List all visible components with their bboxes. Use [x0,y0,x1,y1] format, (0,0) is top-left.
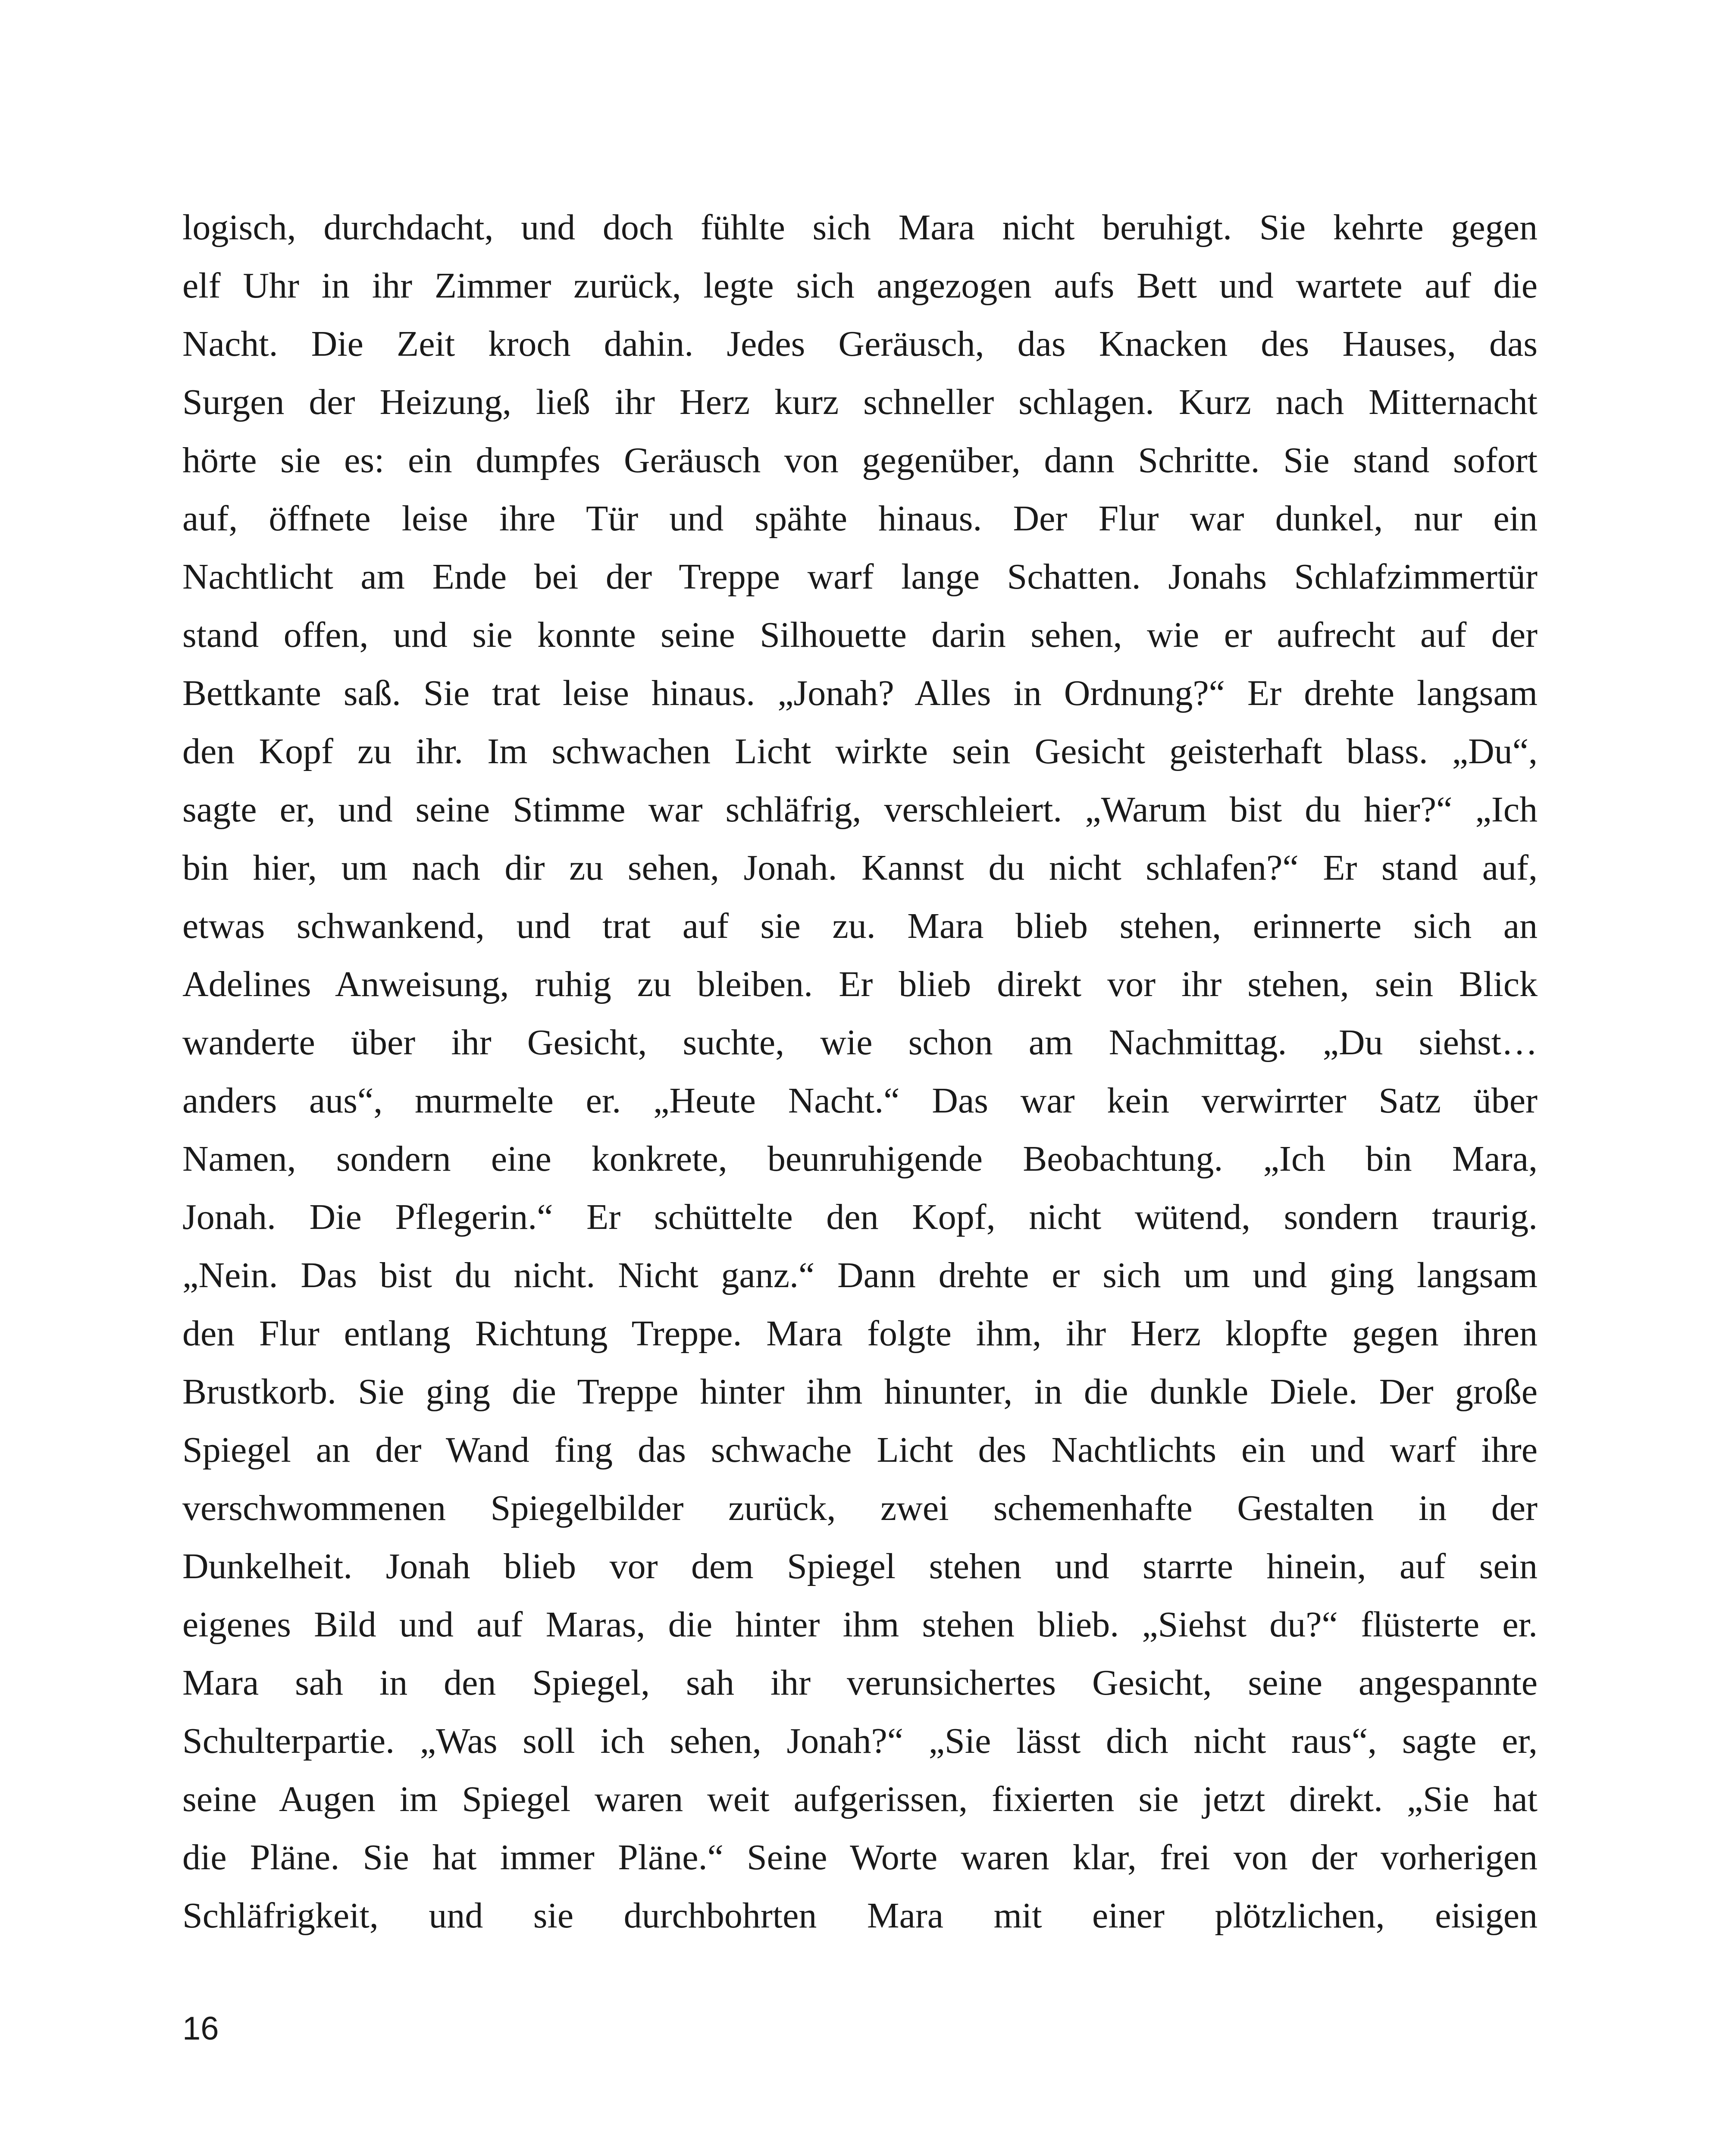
text-line: etwas schwankend, und trat auf sie zu. Mara blieb stehen, erinnerte sich an [182,906,1538,946]
text-line: wanderte über ihr Gesicht, suchte, wie schon am Nachmittag. „Du siehst… [182,1022,1538,1062]
text-line: sagte er, und seine Stimme war schläfrig, verschleiert. „Warum bist du hier?“ „Ich [182,790,1538,830]
text-line: Mara sah in den Spiegel, sah ihr verunsichertes Gesicht, seine angespannte [182,1663,1538,1703]
text-line: elf Uhr in ihr Zimmer zurück, legte sich angezogen aufs Bett und wartete auf die [182,266,1538,306]
text-line: hörte sie es: ein dumpfes Geräusch von gegenüber, dann Schritte. Sie stand sofort [182,440,1538,480]
text-line: Bettkante saß. Sie trat leise hinaus. „Jonah? Alles in Ordnung?“ Er drehte langsam [182,673,1538,713]
text-line: Jonah. Die Pflegerin.“ Er schüttelte den Kopf, nicht wütend, sondern traurig. [182,1197,1538,1237]
text-line: stand offen, und sie konnte seine Silhouette darin sehen, wie er aufrecht auf der [182,615,1538,655]
text-line: Dunkelheit. Jonah blieb vor dem Spiegel stehen und starrte hinein, auf sein [182,1546,1538,1586]
text-line: Spiegel an der Wand fing das schwache Licht des Nachtlichts ein und warf ihre [182,1430,1538,1470]
text-line: Nachtlicht am Ende bei der Treppe warf lange Schatten. Jonahs Schlafzimmertür [182,557,1538,597]
text-line: Schläfrigkeit, und sie durchbohrten Mara mit einer plötzlichen, eisigen [182,1896,1538,1936]
text-line: den Flur entlang Richtung Treppe. Mara folgte ihm, ihr Herz klopfte gegen ihren [182,1313,1538,1354]
text-line: Adelines Anweisung, ruhig zu bleiben. Er blieb direkt vor ihr stehen, sein Blick [182,964,1538,1004]
text-line: bin hier, um nach dir zu sehen, Jonah. Kannst du nicht schlafen?“ Er stand auf, [182,848,1538,888]
text-line: verschwommenen Spiegelbilder zurück, zwei schemenhafte Gestalten in der [182,1488,1538,1528]
text-line: „Nein. Das bist du nicht. Nicht ganz.“ Dann drehte er sich um und ging langsam [182,1255,1538,1295]
text-line: Nacht. Die Zeit kroch dahin. Jedes Geräusch, das Knacken des Hauses, das [182,324,1538,364]
body-text [182,198,1538,1945]
text-line: seine Augen im Spiegel waren weit aufgerissen, fixierten sie jetzt direkt. „Sie hat [182,1779,1538,1819]
text-line: Brustkorb. Sie ging die Treppe hinter ihm hinunter, in die dunkle Diele. Der große [182,1372,1538,1412]
text-line: die Pläne. Sie hat immer Pläne.“ Seine Worte waren klar, frei von der vorherigen [182,1837,1538,1877]
text-line: logisch, durchdacht, und doch fühlte sich Mara nicht beruhigt. Sie kehrte gegen [182,207,1538,248]
text-line: auf, öffnete leise ihre Tür und spähte hinaus. Der Flur war dunkel, nur ein [182,498,1538,539]
text-line: den Kopf zu ihr. Im schwachen Licht wirkte sein Gesicht geisterhaft blass. „Du“, [182,731,1538,771]
text-line: eigenes Bild und auf Maras, die hinter ihm stehen blieb. „Siehst du?“ flüsterte er. [182,1604,1538,1645]
text-line: Schulterpartie. „Was soll ich sehen, Jonah?“ „Sie lässt dich nicht raus“, sagte er, [182,1721,1538,1761]
text-line: Surgen der Heizung, ließ ihr Herz kurz schneller schlagen. Kurz nach Mitternacht [182,382,1538,422]
text-line: anders aus“, murmelte er. „Heute Nacht.“ Das war kein verwirrter Satz über [182,1081,1538,1121]
page-number: 16 [182,2010,219,2047]
text-line: Namen, sondern eine konkrete, beunruhigende Beobachtung. „Ich bin Mara, [182,1139,1538,1179]
